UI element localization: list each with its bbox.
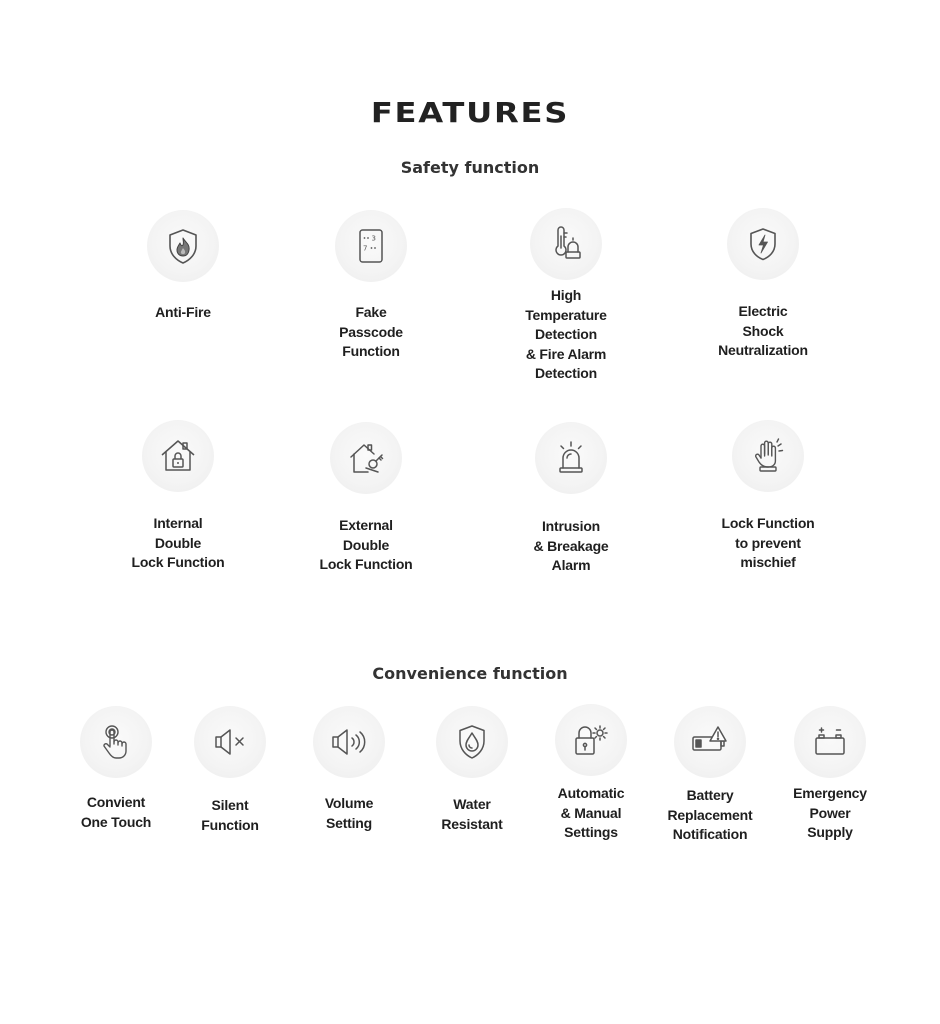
feature-label: Anti-Fire: [155, 304, 211, 320]
feature-label: High Temperature Detection & Fire Alarm Detection: [525, 287, 607, 381]
feature-label: Volume Setting: [324, 795, 374, 831]
feature-electric-shock: [688, 208, 838, 361]
svg-text:3: 3: [371, 234, 376, 243]
fire-shield-icon: [147, 210, 219, 282]
siren-icon: [535, 422, 607, 494]
mute-icon: [194, 706, 266, 778]
feature-label: Fake Passcode Function: [339, 304, 403, 359]
feature-label: Emergency Power Supply: [793, 785, 867, 840]
temperature-alarm-icon: [530, 208, 602, 280]
keypad-icon: [335, 210, 407, 282]
feature-label: Lock Function to prevent mischief: [721, 515, 815, 570]
house-key-icon: [330, 422, 402, 494]
feature-internal-double-lock: [103, 420, 253, 573]
emergency-battery-icon: [794, 706, 866, 778]
svg-text:7: 7: [363, 244, 368, 253]
shock-shield-icon: [727, 208, 799, 280]
feature-intrusion-alarm: [496, 422, 646, 576]
feature-label: Silent Function: [201, 797, 259, 833]
feature-emergency-power: [755, 706, 905, 843]
safety-section-title: Safety function: [400, 158, 540, 177]
feature-label: Water Resistant: [441, 796, 503, 832]
feature-label: External Double Lock Function: [319, 517, 413, 572]
convenience-section-title: Convenience function: [372, 664, 568, 683]
house-lock-icon: [142, 420, 214, 492]
feature-label: Battery Replacement Notification: [667, 787, 753, 842]
touch-icon: [80, 706, 152, 778]
feature-anti-fire: [108, 210, 258, 323]
feature-label: Convient One Touch: [80, 794, 152, 830]
volume-icon: [313, 706, 385, 778]
battery-warning-icon: [674, 706, 746, 778]
feature-label: Internal Double Lock Function: [131, 515, 225, 570]
hand-stop-icon: [732, 420, 804, 492]
feature-fake-passcode: [296, 210, 446, 362]
feature-high-temperature: [491, 208, 641, 384]
lock-gear-icon: [555, 704, 627, 776]
feature-label: Automatic & Manual Settings: [557, 785, 625, 840]
feature-label: Electric Shock Neutralization: [718, 303, 808, 358]
water-shield-icon: [436, 706, 508, 778]
feature-lock-mischief: [693, 420, 843, 573]
feature-external-double-lock: [291, 422, 441, 575]
feature-label: Intrusion & Breakage Alarm: [533, 518, 609, 573]
page-title: FEATURES: [370, 96, 570, 129]
